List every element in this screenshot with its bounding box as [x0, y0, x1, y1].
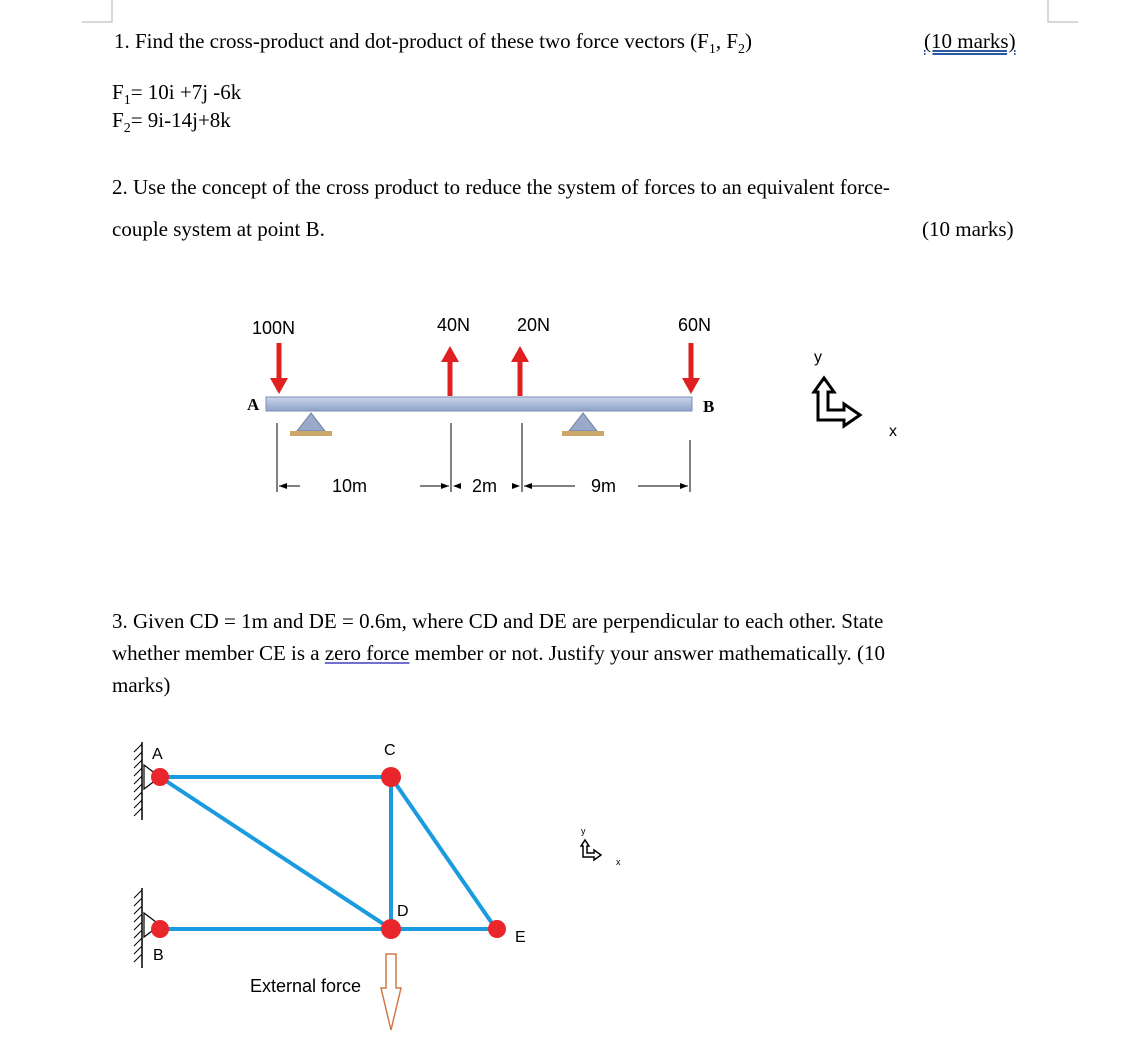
label-100n: 100N: [252, 318, 296, 338]
label-60n: 60N: [678, 315, 712, 335]
label-node-c: C: [384, 742, 396, 759]
label-node-a: A: [152, 746, 163, 763]
label-dim-2m: 2m: [472, 476, 498, 496]
f2-label: F: [112, 108, 124, 132]
f1-label: F: [112, 80, 124, 104]
q2-marks: (10 marks): [922, 217, 1014, 241]
label-node-d: D: [397, 903, 409, 920]
beam-support-left: [290, 413, 332, 436]
q3-line2: [112, 641, 885, 666]
label-point-a: A: [247, 395, 260, 414]
f1-expr: = 10i +7j -6k: [130, 80, 242, 104]
node-b: [151, 920, 169, 938]
label-external-force: External force: [250, 976, 362, 996]
external-force-arrow: [381, 954, 401, 1030]
q1-text: 1. Find the cross-product and dot-product of these two force vectors (F: [114, 29, 709, 53]
label-point-b: B: [703, 397, 715, 416]
node-c: [381, 767, 401, 787]
label-axis-x-truss: x: [616, 857, 621, 867]
member-ad: [160, 777, 391, 929]
q1-end: ): [745, 29, 753, 53]
node-d: [381, 919, 401, 939]
q1-mid: , F: [715, 29, 739, 53]
f2-sub: 2: [123, 121, 131, 137]
axis-icon-truss: [581, 840, 601, 860]
q1-sub1: 1: [708, 42, 716, 58]
force-arrow-100n: [270, 343, 288, 394]
q2-line1: 2. Use the concept of the cross product to reduce the system of forces to an equivalent force-: [112, 175, 890, 199]
beam-support-right: [562, 413, 604, 436]
force-arrow-20n: [511, 346, 529, 396]
node-a: [151, 768, 169, 786]
q3-line2-pre: whether member CE is a: [112, 641, 325, 665]
force-arrow-40n: [441, 346, 459, 396]
label-axis-x-beam: x: [889, 423, 897, 440]
q3-line1: 3. Given CD = 1m and DE = 0.6m, where CD and DE are perpendicular to each other. State: [112, 609, 884, 633]
node-e: [488, 920, 506, 938]
zero-force-link: zero force: [324, 641, 410, 665]
label-node-e: E: [515, 929, 526, 946]
f2-expr: = 9i-14j+8k: [130, 108, 231, 132]
q1-sub2: 2: [738, 42, 746, 58]
label-axis-y-truss: y: [581, 826, 586, 836]
label-dim-9m: 9m: [591, 476, 617, 496]
label-node-b: B: [153, 947, 164, 964]
axis-icon-beam: [814, 378, 860, 426]
f1-sub: 1: [123, 93, 131, 109]
label-20n: 20N: [517, 315, 551, 335]
q3-line3: marks): [112, 673, 171, 697]
q2-line2: couple system at point B.: [112, 217, 325, 241]
q3-line2-post: member or not. Justify your answer mathematically. (10: [409, 641, 886, 665]
label-40n: 40N: [437, 315, 471, 335]
label-dim-10m: 10m: [332, 476, 368, 496]
force-arrow-60n: [682, 343, 700, 394]
label-axis-y-beam: y: [814, 349, 822, 366]
q1-marks: (10 marks): [924, 29, 1016, 53]
beam-bar: [266, 397, 692, 411]
